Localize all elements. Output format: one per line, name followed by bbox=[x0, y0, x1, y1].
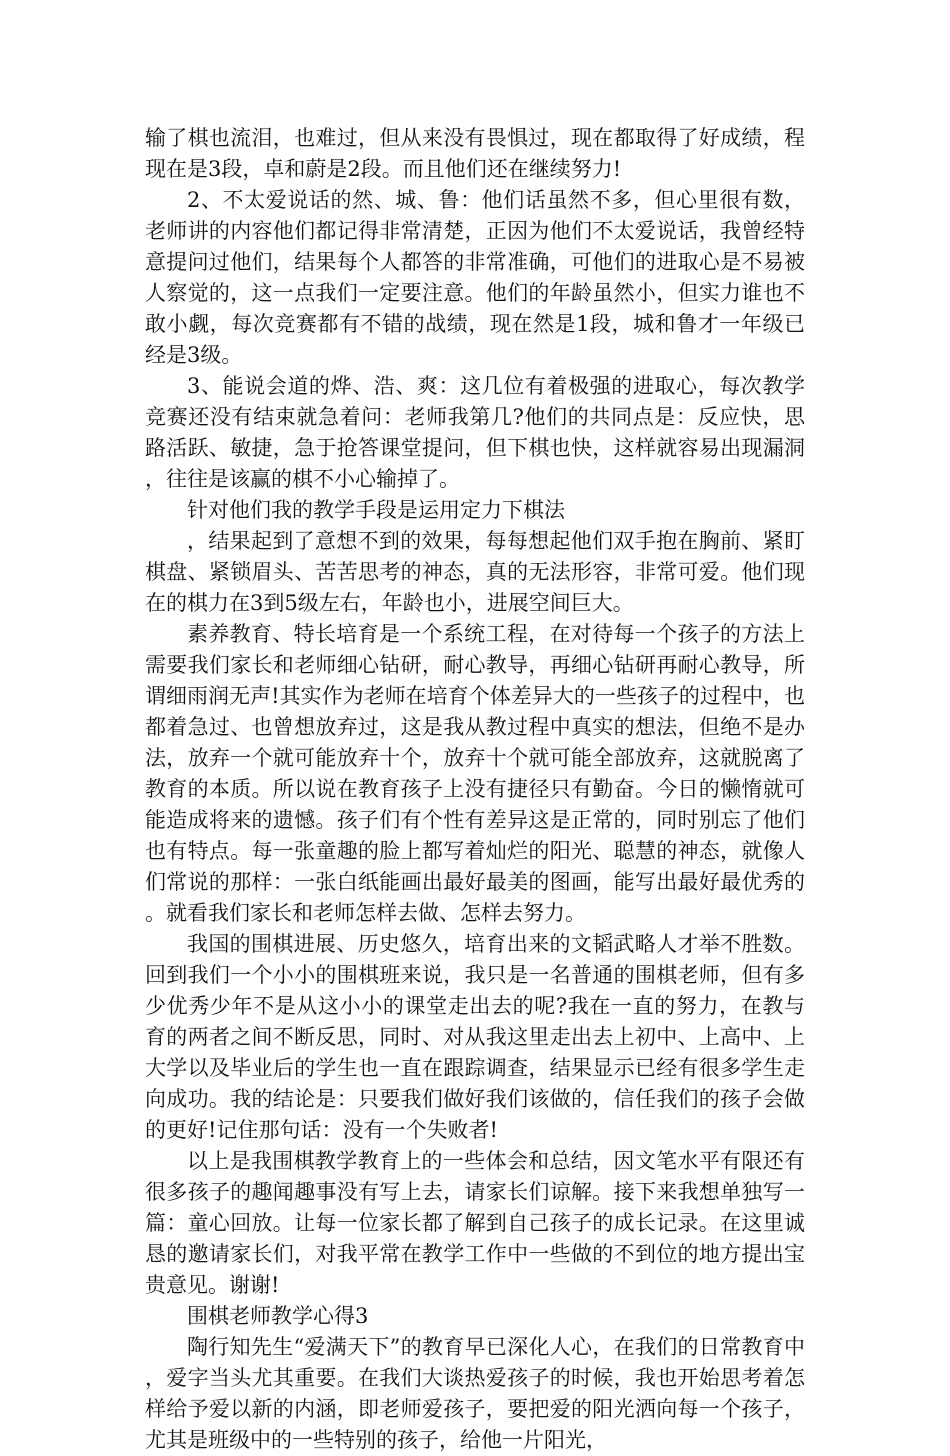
paragraph-1: 输了棋也流泪，也难过，但从来没有畏惧过，现在都取得了好成绩，程现在是3段，卓和蔚是2段。而且他们还在继续努力! bbox=[145, 126, 805, 181]
paragraph-6: 素养教育、特长培育是一个系统工程，在对待每一个孩子的方法上需要我们家长和老师细心钻研，耐心教导，再细心钻研再耐心教导，所谓细雨润无声!其实作为老师在培育个体差异大的一些孩子的过程中，也都着急过、也曾想放弃过，这是我从教过程中真实的想法，但绝不是办法，放弃一个就可能放弃十个，放弃十个就可能全部放弃，这就脱离了教育的本质。所以说在教育孩子上没有捷径只有勤奋。今日的懒惰就可能造成将来的遗憾。孩子们有个性有差异这是正常的，同时别忘了他们也有特点。每一张童趣的脸上都写着灿烂的阳光、聪慧的神态，就像人们常说的那样：一张白纸能画出最好最美的图画，能写出最好最优秀的。就看我们家长和老师怎样去做、怎样去努力。 bbox=[145, 622, 805, 925]
paragraph-4: 针对他们我的教学手段是运用定力下棋法 bbox=[187, 498, 565, 522]
paragraph-5: ，结果起到了意想不到的效果，每每想起他们双手抱在胸前、紧盯棋盘、紧锁眉头、苦苦思考的神态，真的无法形容，非常可爱。他们现在的棋力在3到5级左右，年龄也小，进展空间巨大。 bbox=[145, 529, 805, 615]
paragraph-8: 以上是我围棋教学教育上的一些体会和总结，因文笔水平有限还有很多孩子的趣闻趣事没有写上去，请家长们谅解。接下来我想单独写一篇：童心回放。让每一位家长都了解到自己孩子的成长记录。在这里诚恳的邀请家长们，对我平常在教学工作中一些做的不到位的地方提出宝贵意见。谢谢! bbox=[145, 1149, 805, 1297]
paragraph-2: 2、不太爱说话的然、城、鲁：他们话虽然不多，但心里很有数，老师讲的内容他们都记得非常清楚，正因为他们不太爱说话，我曾经特意提问过他们，结果每个人都答的非常准确，可他们的进取心是不易被人察觉的，这一点我们一定要注意。他们的年龄虽然小，但实力谁也不敢小觑，每次竞赛都有不错的战绩，现在然是1段，城和鲁才一年级已经是3级。 bbox=[145, 188, 805, 367]
paragraph-3: 3、能说会道的烨、浩、爽：这几位有着极强的进取心，每次教学竞赛还没有结束就急着问：老师我第几?他们的共同点是：反应快，思路活跃、敏捷，急于抢答课堂提问，但下棋也快，这样就容易出现漏洞，往往是该赢的棋不小心输掉了。 bbox=[145, 374, 805, 491]
document-body bbox=[145, 123, 805, 1456]
section-heading: 围棋老师教学心得3 bbox=[187, 1304, 369, 1328]
paragraph-9: 陶行知先生“爱满天下”的教育早已深化人心，在我们的日常教育中，爱字当头尤其重要。在我们大谈热爱孩子的时候，我也开始思考着怎样给予爱以新的内涵，即老师爱孩子，要把爱的阳光洒向每一个孩子，尤其是班级中的一些特别的孩子，给他一片阳光， bbox=[145, 1335, 805, 1452]
paragraph-7: 我国的围棋进展、历史悠久，培育出来的文韬武略人才举不胜数。回到我们一个小小的围棋班来说，我只是一名普通的围棋老师，但有多少优秀少年不是从这小小的课堂走出去的呢?我在一直的努力，在教与育的两者之间不断反思，同时、对从我这里走出去上初中、上高中、上大学以及毕业后的学生也一直在跟踪调查，结果显示已经有很多学生走向成功。我的结论是：只要我们做好我们该做的，信任我们的孩子会做的更好!记住那句话：没有一个失败者! bbox=[145, 932, 805, 1142]
